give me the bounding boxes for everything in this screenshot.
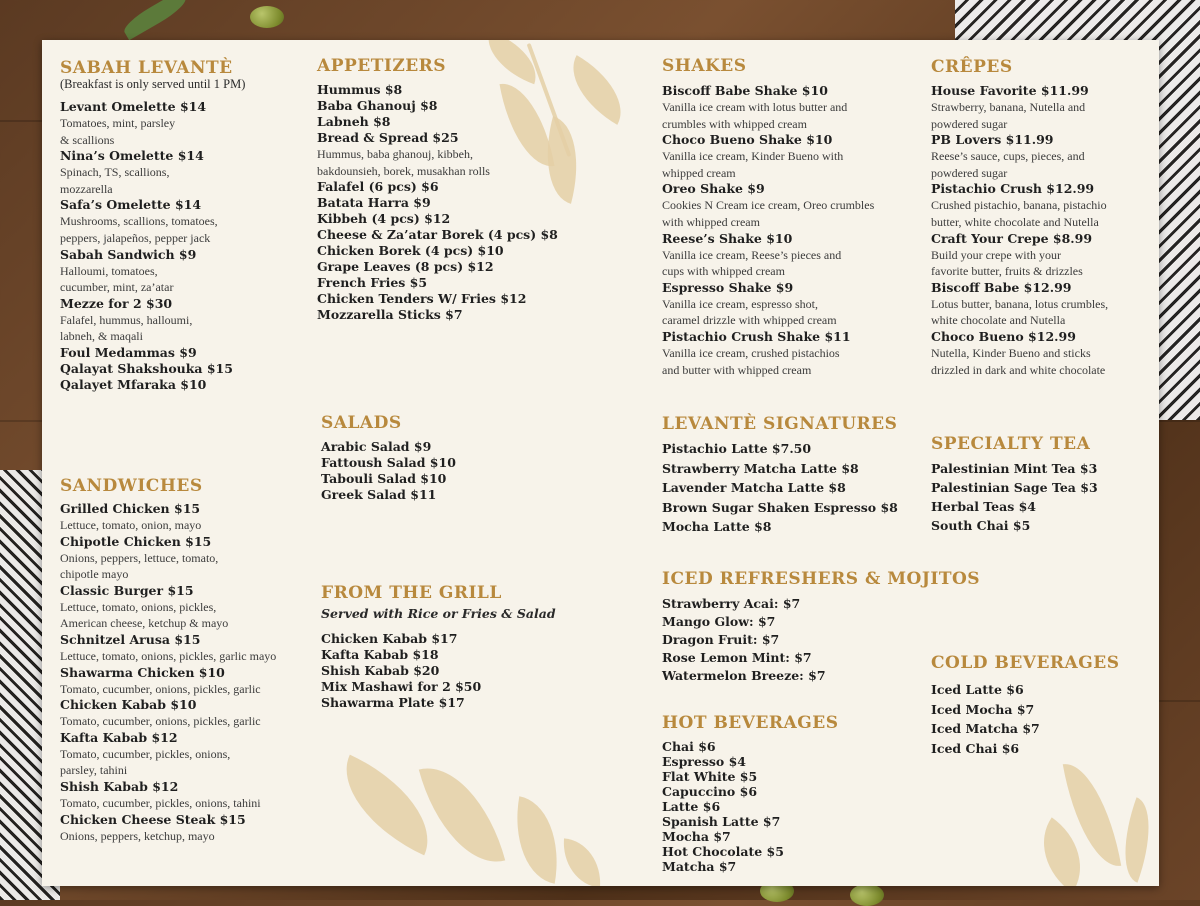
menu-item-name: Chai $6 (662, 739, 716, 754)
menu-item-name: Dragon Fruit: $7 (662, 632, 780, 647)
menu-item (321, 695, 556, 711)
menu-item-name: Iced Matcha $7 (931, 721, 1040, 737)
menu-item (60, 377, 245, 393)
menu-item (317, 82, 558, 98)
menu-item (60, 247, 245, 296)
menu-item (321, 439, 456, 455)
menu-item (931, 231, 1108, 280)
decorative-leaf-icon (560, 838, 604, 886)
menu-sheet (42, 40, 1159, 886)
menu-item-name: Iced Mocha $7 (931, 701, 1035, 717)
menu-item-name: Kafta Kabab $12 (60, 729, 178, 745)
menu-item-description: cucumber, mint, za’atar (60, 280, 174, 295)
menu-item (662, 231, 874, 280)
section-specialty-tea (931, 434, 1098, 534)
menu-item (60, 583, 276, 632)
section-sandwiches (60, 476, 276, 844)
section-title: APPETIZERS (317, 56, 447, 76)
menu-item-name: PB Lovers $11.99 (931, 132, 1054, 148)
menu-item-name: Cheese & Za’atar Borek (4 pcs) $8 (317, 227, 558, 243)
menu-item-description: American cheese, ketchup & mayo (60, 616, 229, 631)
olive-image (850, 884, 884, 906)
menu-item-name: Sabah Sandwich $9 (60, 246, 197, 262)
section-shakes (662, 56, 874, 378)
menu-item-description: caramel drizzle with whipped cream (662, 313, 837, 328)
menu-item (321, 487, 456, 503)
menu-item-description: chipotle mayo (60, 567, 129, 582)
section-note: (Breakfast is only served until 1 PM) (60, 77, 246, 91)
menu-item-name: Mango Glow: $7 (662, 614, 776, 629)
menu-item (662, 799, 838, 815)
menu-item (321, 471, 456, 487)
menu-item (321, 631, 556, 647)
menu-item (931, 329, 1108, 378)
menu-item-name: Grape Leaves (8 pcs) $12 (317, 259, 494, 275)
menu-item-description: Tomato, cucumber, onions, pickles, garlic (60, 681, 261, 696)
menu-item-name: Fattoush Salad $10 (321, 455, 456, 470)
menu-item-name: Capuccino $6 (662, 784, 758, 799)
menu-item-name: Chicken Tenders W/ Fries $12 (317, 291, 527, 307)
menu-item-name: Mezze for 2 $30 (60, 295, 173, 311)
menu-item-name: Grilled Chicken $15 (60, 501, 201, 516)
menu-item (662, 614, 980, 630)
menu-item-name: Craft Your Crepe $8.99 (931, 230, 1093, 246)
menu-item-description: Vanilla ice cream with lotus butter and (662, 100, 848, 114)
menu-item-name: Shish Kabab $12 (60, 778, 179, 794)
menu-item (60, 697, 276, 730)
menu-item (931, 741, 1120, 757)
section-appetizers (317, 56, 558, 323)
section-title: ICED REFRESHERS & MOJITOS (662, 569, 981, 589)
menu-item-name: Tabouli Salad $10 (321, 471, 447, 486)
menu-item-name: Brown Sugar Shaken Espresso $8 (662, 499, 898, 515)
menu-item (662, 132, 874, 181)
menu-item (662, 480, 898, 496)
menu-item (662, 329, 874, 378)
menu-item (60, 779, 276, 812)
menu-item (317, 243, 558, 259)
menu-item-description: Onions, peppers, lettuce, tomato, (60, 550, 219, 565)
menu-item-name: Labneh $8 (317, 114, 391, 129)
menu-item-description: Reese’s sauce, cups, pieces, and (931, 149, 1085, 164)
menu-item (931, 280, 1108, 329)
menu-item (931, 132, 1108, 181)
menu-item-description: & scallions (60, 132, 115, 147)
section-breakfast (60, 58, 245, 393)
menu-item-description: Lettuce, tomato, onion, mayo (60, 518, 202, 532)
menu-item-description: Nutella, Kinder Bueno and sticks (931, 345, 1091, 360)
menu-item-description: drizzled in dark and white chocolate (931, 362, 1106, 377)
menu-item-description: bakdounsieh, borek, musakhan rolls (317, 163, 490, 178)
section-title: HOT BEVERAGES (662, 713, 839, 733)
menu-item (60, 534, 276, 583)
menu-item-name: Matcha $7 (662, 859, 737, 874)
menu-item (662, 280, 874, 329)
menu-item-name: Biscoff Babe $12.99 (931, 279, 1072, 295)
menu-item (662, 519, 898, 535)
menu-item-name: Chicken Kabab $10 (60, 697, 197, 713)
menu-item-name: Shish Kabab $20 (321, 663, 440, 678)
menu-item (662, 441, 898, 457)
menu-item-name: Spanish Latte $7 (662, 814, 781, 829)
section-title: SABAH LEVANTÈ (60, 58, 233, 78)
menu-item-name: Kibbeh (4 pcs) $12 (317, 211, 451, 227)
menu-item-name: Palestinian Mint Tea $3 (931, 461, 1098, 476)
menu-item-description: powdered sugar (931, 116, 1008, 131)
menu-item-description: Hummus, baba ghanouj, kibbeh, (317, 147, 473, 161)
decorative-leaf-icon (419, 754, 505, 876)
decorative-leaf-icon (557, 55, 638, 125)
menu-item-name: Watermelon Breeze: $7 (662, 668, 826, 683)
menu-item (60, 296, 245, 345)
menu-item (60, 148, 245, 197)
menu-item-name: Choco Bueno $12.99 (931, 328, 1076, 344)
menu-item-name: Hot Chocolate $5 (662, 844, 784, 859)
menu-item-name: Levant Omelette $14 (60, 99, 207, 114)
menu-item-description: and butter with whipped cream (662, 362, 812, 377)
menu-item-name: Greek Salad $11 (321, 487, 437, 502)
menu-item-description: mozzarella (60, 181, 113, 196)
menu-item (321, 455, 456, 471)
menu-item (662, 500, 898, 516)
menu-item-name: Pistachio Crush $12.99 (931, 181, 1095, 197)
menu-item-name: Iced Latte $6 (931, 682, 1024, 697)
menu-item-name: Baba Ghanouj $8 (317, 98, 438, 113)
menu-item (317, 195, 558, 211)
menu-item-description: Lettuce, tomato, onions, pickles, garlic mayo (60, 648, 277, 663)
menu-item-name: Qalayet Mfaraka $10 (60, 376, 207, 392)
menu-item (662, 814, 838, 830)
menu-item-name: Mix Mashawi for 2 $50 (321, 679, 482, 694)
menu-item-description: powdered sugar (931, 165, 1008, 180)
menu-item-description: peppers, jalapeños, pepper jack (60, 230, 211, 245)
menu-item (931, 721, 1120, 737)
menu-item (662, 859, 838, 875)
menu-item-name: Schnitzel Arusa $15 (60, 631, 201, 647)
menu-item (60, 361, 245, 377)
menu-item (321, 679, 556, 695)
menu-item-description: Build your crepe with your (931, 247, 1061, 262)
menu-item-name: Foul Medammas $9 (60, 344, 197, 360)
menu-item (931, 480, 1098, 496)
menu-item (317, 275, 558, 291)
menu-item-name: Chicken Borek (4 pcs) $10 (317, 243, 504, 259)
menu-item-name: French Fries $5 (317, 275, 428, 291)
section-subtitle: Served with Rice or Fries & Salad (321, 606, 556, 621)
menu-item (60, 665, 276, 698)
section-title: SHAKES (662, 56, 747, 76)
menu-item-description: Tomatoes, mint, parsley (60, 116, 176, 130)
decorative-leaf-icon (505, 796, 568, 883)
menu-item-name: Qalayat Shakshouka $15 (60, 360, 233, 376)
section-cold-beverages (931, 653, 1120, 757)
menu-item (662, 784, 838, 800)
menu-item (931, 83, 1108, 132)
menu-item-name: Rose Lemon Mint: $7 (662, 650, 812, 665)
menu-item-name: Espresso Shake $9 (662, 279, 794, 295)
menu-item-name: Chipotle Chicken $15 (60, 533, 212, 549)
menu-item-name: Kafta Kabab $18 (321, 647, 439, 662)
menu-item-description: Lettuce, tomato, onions, pickles, (60, 599, 217, 614)
menu-item (662, 769, 838, 785)
menu-item-description: Crushed pistachio, banana, pistachio (931, 198, 1107, 213)
menu-item (662, 181, 874, 230)
menu-item-name: Palestinian Sage Tea $3 (931, 480, 1098, 495)
menu-item (931, 181, 1108, 230)
menu-item (60, 197, 245, 246)
section-title: CRÊPES (931, 57, 1013, 77)
menu-item-name: Espresso $4 (662, 754, 747, 769)
menu-item (931, 682, 1120, 698)
menu-item (931, 702, 1120, 718)
section-hot-beverages (662, 713, 838, 875)
menu-item-name: Falafel (6 pcs) $6 (317, 179, 439, 195)
menu-item (60, 812, 276, 845)
menu-item (317, 130, 558, 179)
olive-image (250, 6, 284, 28)
menu-item-name: Lavender Matcha Latte $8 (662, 480, 846, 496)
menu-item (317, 227, 558, 243)
menu-item-name: Herbal Teas $4 (931, 499, 1036, 514)
menu-item-description: Halloumi, tomatoes, (60, 263, 158, 278)
menu-item-description: with whipped cream (662, 214, 760, 229)
section-salads (321, 413, 456, 503)
menu-item (60, 345, 245, 361)
menu-item-description: crumbles with whipped cream (662, 116, 807, 131)
section-title: FROM THE GRILL (321, 583, 502, 603)
menu-item-description: Tomato, cucumber, pickles, onions, tahini (60, 795, 261, 810)
menu-item-name: Classic Burger $15 (60, 582, 194, 598)
menu-item (662, 829, 838, 845)
olive-leaf-image (120, 0, 190, 40)
menu-item-name: Bread & Spread $25 (317, 130, 459, 145)
menu-item-name: Batata Harra $9 (317, 195, 431, 211)
menu-item (317, 307, 558, 323)
menu-item-name: Nina’s Omelette $14 (60, 148, 204, 164)
section-title: SPECIALTY TEA (931, 434, 1091, 454)
menu-item-name: House Favorite $11.99 (931, 83, 1089, 98)
menu-item-name: Latte $6 (662, 799, 721, 814)
menu-item-description: butter, white chocolate and Nutella (931, 214, 1099, 229)
section-title: SANDWICHES (60, 476, 203, 496)
menu-item-description: Tomato, cucumber, pickles, onions, (60, 746, 231, 761)
menu-item-name: Strawberry Acai: $7 (662, 596, 801, 611)
menu-item-name: Oreo Shake $9 (662, 181, 765, 197)
section-signatures (662, 414, 898, 535)
menu-item-description: white chocolate and Nutella (931, 313, 1066, 328)
menu-item (662, 739, 838, 755)
menu-item (60, 99, 245, 148)
menu-item-name: Pistachio Crush Shake $11 (662, 328, 851, 344)
menu-item-description: Mushrooms, scallions, tomatoes, (60, 214, 218, 229)
menu-item-name: Shawarma Plate $17 (321, 695, 465, 710)
menu-item-name: Reese’s Shake $10 (662, 230, 793, 246)
menu-item-description: Lotus butter, banana, lotus crumbles, (931, 296, 1109, 311)
menu-item-description: parsley, tahini (60, 763, 128, 778)
menu-item (60, 632, 276, 665)
menu-item-description: Spinach, TS, scallions, (60, 165, 170, 180)
menu-item-description: cups with whipped cream (662, 264, 785, 279)
menu-item (662, 754, 838, 770)
menu-item-description: Cookies N Cream ice cream, Oreo crumbles (662, 198, 875, 213)
section-title: SALADS (321, 413, 402, 433)
section-grill (321, 583, 556, 711)
menu-item (317, 179, 558, 195)
menu-item-name: Pistachio Latte $7.50 (662, 441, 812, 456)
menu-item-name: Chicken Cheese Steak $15 (60, 811, 246, 827)
menu-item-name: Chicken Kabab $17 (321, 631, 458, 646)
menu-item-description: Onions, peppers, ketchup, mayo (60, 828, 215, 843)
menu-item-name: Flat White $5 (662, 769, 758, 784)
menu-item-description: Vanilla ice cream, crushed pistachios (662, 345, 840, 360)
menu-item (60, 501, 276, 534)
menu-item-description: Tomato, cucumber, onions, pickles, garlic (60, 714, 261, 729)
menu-item (317, 114, 558, 130)
menu-item-description: favorite butter, fruits & drizzles (931, 264, 1083, 279)
menu-item (317, 259, 558, 275)
section-title: LEVANTÈ SIGNATURES (662, 414, 898, 434)
menu-item (317, 211, 558, 227)
menu-item-name: Mocha Latte $8 (662, 519, 772, 535)
menu-item-description: Falafel, hummus, halloumi, (60, 312, 193, 327)
menu-item (662, 632, 980, 648)
menu-item (662, 83, 874, 132)
decorative-leaf-icon (1109, 797, 1159, 882)
menu-item-name: Mocha $7 (662, 829, 731, 844)
menu-item-name: South Chai $5 (931, 518, 1031, 533)
menu-item-description: whipped cream (662, 165, 736, 180)
menu-item (321, 663, 556, 679)
menu-item-description: Vanilla ice cream, Kinder Bueno with (662, 149, 844, 164)
menu-item-description: Vanilla ice cream, espresso shot, (662, 296, 818, 311)
menu-item (931, 518, 1098, 534)
menu-item-name: Biscoff Babe Shake $10 (662, 83, 828, 98)
menu-item-name: Shawarma Chicken $10 (60, 664, 225, 680)
section-crepes (931, 57, 1108, 378)
menu-item (931, 499, 1098, 515)
menu-item (662, 596, 980, 612)
menu-item-description: Vanilla ice cream, Reese’s pieces and (662, 247, 842, 262)
menu-item-name: Hummus $8 (317, 82, 403, 97)
menu-item-name: Iced Chai $6 (931, 740, 1020, 756)
menu-item (662, 844, 838, 860)
menu-item-name: Arabic Salad $9 (321, 439, 432, 454)
menu-item-name: Strawberry Matcha Latte $8 (662, 460, 859, 476)
menu-item-name: Choco Bueno Shake $10 (662, 132, 833, 148)
menu-item-description: Strawberry, banana, Nutella and (931, 100, 1086, 114)
menu-item-description: labneh, & maqali (60, 329, 143, 344)
section-title: COLD BEVERAGES (931, 653, 1120, 673)
menu-item (662, 461, 898, 477)
menu-item (317, 98, 558, 114)
menu-item-name: Mozzarella Sticks $7 (317, 307, 463, 323)
menu-item-name: Safa’s Omelette $14 (60, 197, 202, 213)
menu-item (321, 647, 556, 663)
menu-item (60, 730, 276, 779)
menu-item (317, 291, 558, 307)
menu-item (931, 461, 1098, 477)
